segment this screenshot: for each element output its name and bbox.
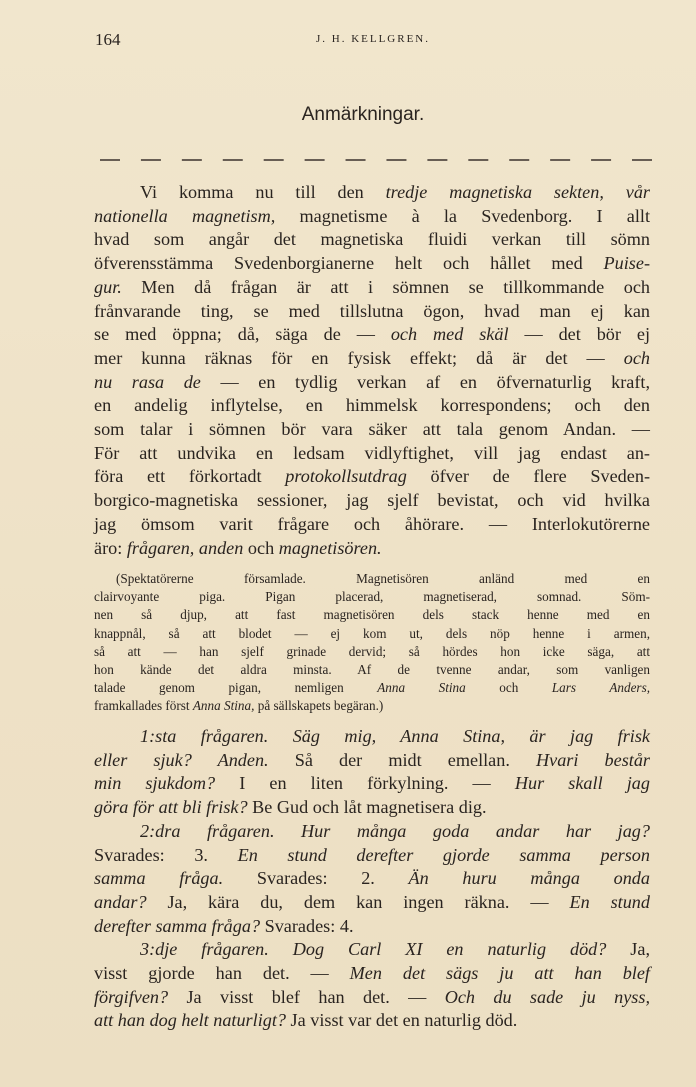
intro-paragraph [94,181,650,560]
text-run: För att undvika en ledsam vidlyftighet, vill jag endast an- [94,442,650,463]
qa-line [94,915,650,939]
text-run: borgico-magnetiska sessioner, jag sjelf bevistat, och vid hvilka [94,490,650,511]
text-run: hvad som angår det magnetiska fluidi verkan till sömn [94,229,650,250]
italic-text: att han dog helt naturligt? [94,1010,286,1031]
intro-line [94,537,650,561]
italic-text: gur. [94,276,122,297]
text-run: hon kände det aldra minsta. Af de tvenne andar, som vanligen [94,661,650,677]
text-run: Ja, kära du, dem kan ingen räkna. — [146,891,570,912]
text-run: Ja visst var det en naturlig död. [285,1010,518,1031]
text-run: föra ett förkortadt [94,466,286,487]
italic-text: andar? [94,891,147,912]
note-line [94,625,650,643]
italic-text: 2:dra frågaren. Hur många goda andar har jag? [140,820,650,841]
text-run: nen så djup, att fast magnetisören dels stack henne med en [94,607,650,623]
text-run: knappnål, så att blodet — ej kom ut, dels nöp henne i armen, [94,625,650,641]
page-number: 164 [95,30,121,49]
text-run: Svarades: 3. [94,844,238,865]
italic-text: En stund derefter gjorde samma person [237,844,650,865]
italic-text: nu rasa de [94,371,201,392]
text-run: clairvoyante piga. Pigan placerad, magnetiserad, somnad. Söm- [94,589,650,605]
text-run: Ja, [606,939,650,960]
intro-line [94,418,650,442]
italic-text: min sjukdom? [94,773,216,794]
note-line [94,606,650,624]
qa-line [94,725,650,749]
text-run: frånvarande ting, se med tillslutna ögon, hvad man ej kan [94,300,650,321]
text-run: Vi komma nu till den [140,182,386,202]
text-run: visst gjorde han det. — [94,963,350,984]
text-run: Men då frågan är att i sömnen se tillkommande och [121,276,650,297]
intro-line [94,228,650,252]
italic-text: Puise- [603,253,650,274]
text-run: en andelig inflytelse, en himmelsk korrespondens; och den [94,395,650,416]
italic-text: nationella magnetism, [94,205,276,226]
qa-line [94,796,650,820]
text-run: I en liten förkylning. — [215,773,515,794]
italic-text: Än huru många onda [408,868,650,889]
text-run: framkallades först [94,697,193,713]
bracketed-note [94,570,650,715]
italic-text: frågaren, anden [126,537,244,558]
qa-line [94,749,650,773]
intro-line [94,205,650,229]
qa-line [94,938,650,962]
italic-text: Anna Stina [377,679,466,695]
italic-text: En stund [569,891,650,912]
intro-line [94,181,650,205]
text-run: som talar i sömnen bör vara säker att tala genom Andan. — [94,419,650,440]
italic-text: protokollsutdrag [285,466,407,487]
italic-text: tredje magnetiska sekten, vår [385,182,651,202]
text-run: jag ömsom varit frågare och åhörare. — Interlokutörerne [94,513,650,534]
text-run: och [243,537,279,558]
qa-line [94,891,650,915]
italic-text: 1:sta frågaren. Säg mig, Anna Stina, är jag frisk [140,726,650,746]
italic-text: Anna Stina, [192,697,255,713]
text-run: äro: [94,537,127,558]
text-run: Svarades: 4. [260,915,354,936]
text-run: så att — han sjelf grinade dervid; så hördes hon icke säga, att [94,643,650,659]
text-run: på sällskapets begäran.) [254,697,384,713]
italic-text: magnetisören. [278,537,382,558]
qa-line [94,986,650,1010]
note-line [94,643,650,661]
main-text [94,181,650,1033]
italic-text: Hvari består [536,749,651,770]
dialogue-protocol [94,725,650,1033]
text-run: — det bör ej [508,324,651,345]
note-line [94,697,650,715]
intro-line [94,442,650,466]
intro-line [94,323,650,347]
intro-line [94,465,650,489]
intro-line [94,371,650,395]
italic-text: 3:dje frågaren. Dog Carl XI en naturlig död? [140,939,607,960]
text-run: och [465,679,552,695]
intro-line [94,394,650,418]
text-run: — en tydlig verkan af en öfvernaturlig kraft, [200,371,650,392]
intro-line [94,276,650,300]
qa-line [94,820,650,844]
text-run: (Spektatörerne församlade. Magnetisören anländ med en [116,571,650,587]
qa-line [94,844,650,868]
text-run: öfver de flere Sveden- [406,466,650,487]
italic-text: Lars Anders, [551,679,650,695]
note-line [94,661,650,679]
qa-line [94,772,650,796]
note-line [94,570,650,588]
italic-text: förgifven? [94,986,169,1007]
text-run: Ja visst blef han det. — [168,986,445,1007]
text-run: Svarades: 2. [223,868,409,889]
section-heading: Anmärkningar. [301,104,425,125]
italic-text: Men det sägs ju att han blef [349,963,650,984]
italic-text: Hur skall jag [514,773,650,794]
italic-text: samma fråga. [94,868,224,889]
intro-line [94,300,650,324]
italic-text: eller sjuk? Anden. [94,749,269,770]
running-author: J. H. KELLGREN. [315,33,431,45]
qa-line [94,962,650,986]
text-run: öfverensstämma Svedenborgianerne helt och hållet med [94,253,604,274]
intro-line [94,252,650,276]
italic-text: och [623,347,650,368]
text-run: magnetisme à la Svedenborg. I allt [275,205,650,226]
note-line [94,588,650,606]
text-run: Be Gud och låt magnetisera dig. [247,797,487,818]
text-run: se med öppna; då, säga de — [94,324,391,345]
italic-text: och med skäl [390,324,509,345]
italic-text: Och du sade ju nyss, [444,986,651,1007]
italic-text: derefter samma fråga? [94,915,261,936]
note-line [94,679,650,697]
qa-line [94,1009,650,1033]
intro-line [94,489,650,513]
text-run: Så der midt emellan. [268,749,536,770]
dash-rule [100,150,652,168]
intro-line [94,513,650,537]
qa-line [94,867,650,891]
text-run: talade genom pigan, nemligen [94,679,378,695]
running-header [95,30,651,50]
text-run: mer kunna räknas för en fysisk effekt; då är det — [94,347,624,368]
italic-text: göra för att bli frisk? [94,797,248,818]
intro-line [94,347,650,371]
